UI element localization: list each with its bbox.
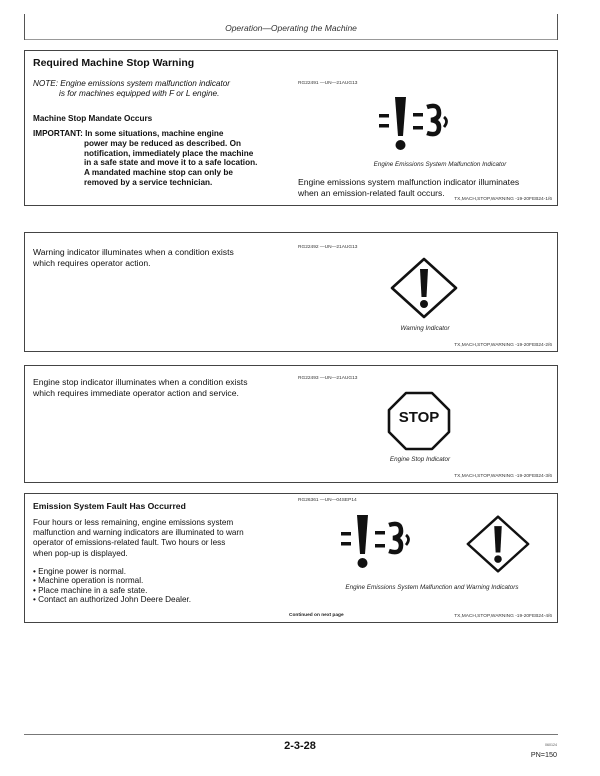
body-line: malfunction and warning indicators are illuminated to warn [33, 528, 244, 538]
footer-divider [24, 734, 558, 735]
body-line: operator of emissions-related fault. Two hours or less [33, 538, 226, 548]
figure-caption: Engine Emissions System Malfunction Indicator [373, 161, 507, 168]
body-text [33, 518, 309, 559]
figure-ref: RG22491 —UN—21AUG13 [298, 81, 358, 86]
important-line: removed by a service technician. [84, 177, 213, 187]
figure-caption: Warning Indicator [400, 325, 450, 332]
figure-caption: Engine Emissions System Malfunction and Warning Indicators [345, 584, 519, 591]
figure-ref: RG22492 —UN—21AUG13 [298, 245, 358, 250]
body-line: when pop-up is displayed. [33, 548, 128, 558]
note-line: is for machines equipped with F or L engine. [59, 88, 220, 98]
description-text [298, 177, 558, 198]
page-number: 2-3-28 [284, 740, 316, 752]
important-line: notification, immediately place the machine [84, 148, 254, 158]
warning-diamond-icon [389, 257, 459, 319]
bullet-list [33, 567, 191, 605]
note-text [33, 79, 293, 99]
header-title: Operation—Operating the Machine [225, 23, 357, 33]
figure-ref: RG26361 —UN—04SEP14 [298, 498, 357, 503]
emissions-malfunction-icon [337, 511, 447, 573]
emissions-malfunction-icon [375, 93, 485, 155]
page-header [24, 14, 558, 40]
footer-pn: PN=150 [530, 750, 557, 759]
section-required-machine-stop-warning [24, 50, 558, 206]
figure-caption: Engine Stop Indicator [389, 456, 451, 463]
body-text [33, 377, 303, 398]
continued-note: Continued on next page [289, 613, 344, 618]
section-emission-system-fault [24, 493, 558, 623]
important-text [33, 129, 295, 188]
figure-ref: RG22493 —UN—21AUG13 [298, 376, 358, 381]
list-item: • Engine power is normal. [33, 567, 191, 576]
body-line: Four hours or less remaining, engine emissions system [33, 518, 234, 527]
body-line: which requires immediate operator action and service. [33, 387, 239, 398]
list-item: • Contact an authorized John Deere Dealer. [33, 595, 191, 604]
warning-diamond-icon [465, 514, 531, 574]
list-item: • Place machine in a safe state. [33, 586, 191, 595]
body-line: Warning indicator illuminates when a condition exists [33, 247, 234, 257]
subheading: Machine Stop Mandate Occurs [33, 114, 153, 123]
document-code: TX,MACH,STOP,WARNING -19-20FEB24-3/6 [454, 474, 552, 479]
section-title: Required Machine Stop Warning [33, 57, 195, 69]
description-line: when an emission-related fault occurs. [298, 187, 445, 198]
section-engine-stop-indicator [24, 365, 558, 483]
section-warning-indicator [24, 232, 558, 352]
important-line: IMPORTANT: In some situations, machine engine [33, 129, 224, 138]
description-line: Engine emissions system malfunction indicator illuminates [298, 177, 520, 187]
body-line: Engine stop indicator illuminates when a condition exists [33, 377, 248, 387]
stop-label: STOP [398, 409, 440, 426]
important-line: in a safe state and move it to a safe location. [84, 158, 258, 168]
footer-date-code: 060124 [545, 743, 557, 747]
document-code: TX,MACH,STOP,WARNING -19-20FEB24-2/6 [454, 343, 552, 348]
body-line: which requires operator action. [33, 257, 151, 268]
important-line: A mandated machine stop can only be [84, 168, 233, 178]
list-item: • Machine operation is normal. [33, 576, 191, 585]
body-text [33, 247, 298, 268]
important-line: power may be reduced as described. On [84, 138, 241, 148]
note-line: NOTE: Engine emissions system malfunction indicator [33, 79, 231, 88]
document-code: TX,MACH,STOP,WARNING -19-20FEB24-4/6 [454, 614, 552, 619]
document-code: TX,MACH,STOP,WARNING -19-20FEB24-1/6 [454, 197, 552, 202]
section-title: Emission System Fault Has Occurred [33, 501, 186, 511]
